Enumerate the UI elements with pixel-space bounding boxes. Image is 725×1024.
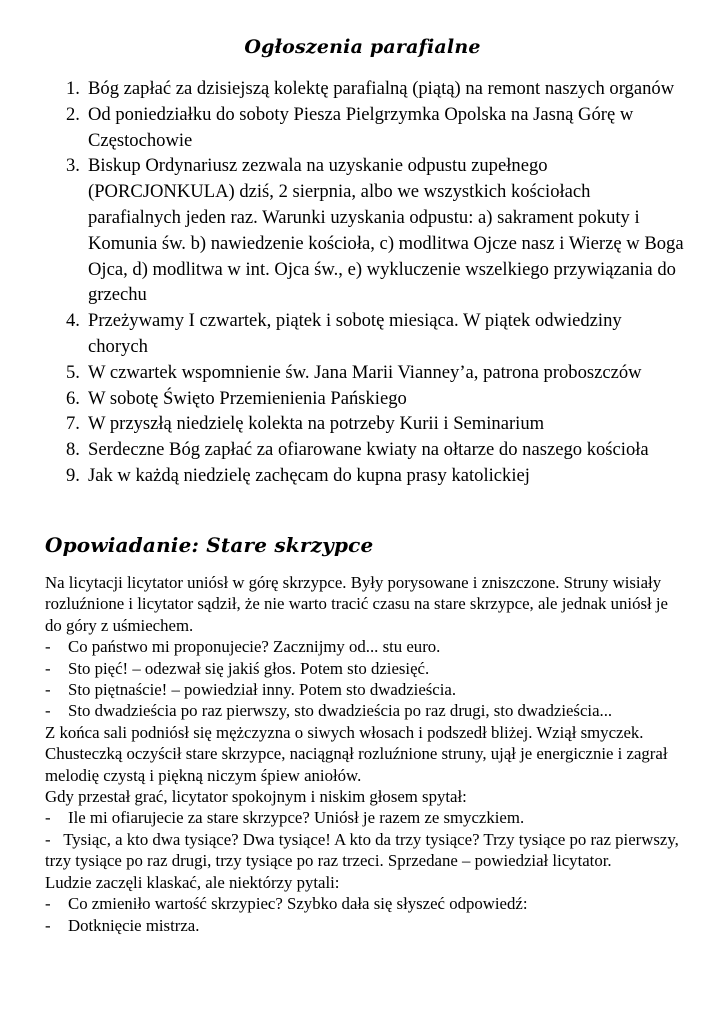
item-number: 9. [66,464,80,486]
dash-marker: - [45,915,51,935]
item-text: W sobotę Święto Przemienienia Pańskiego [88,387,407,409]
dialog-line [45,636,685,657]
item-text: W czwartek wspomnienie św. Jana Marii Vianney’a, patrona proboszczów [88,361,642,383]
dialog-text: Sto pięć! – odezwał się jakiś głos. Potem sto dziesięć. [68,658,430,678]
item-number: 6. [66,387,80,409]
item-text: Jak w każdą niedzielę zachęcam do kupna prasy katolickiej [88,464,530,486]
dialog-text: Tysiąc, a kto dwa tysiące? Dwa tysiące! A kto da trzy tysiące? Trzy tysiące po raz pierwszy, trzy tysiące po raz drugi, trzy tysiące po raz trzeci. Sprzedane – powiedział licytator. [45,829,679,871]
dialog-text: Co państwo mi proponujecie? Zacznijmy od... stu euro. [68,637,441,657]
item-text: Bóg zapłać za dzisiejszą kolektę parafialną (piątą) na remont naszych organów [88,78,675,99]
item-number: 8. [66,439,80,461]
item-text: Biskup Ordynariusz zezwala na uzyskanie odpustu zupełnego (PORCJONKULA) dziś, 2 sierpnia, albo we wszystkich kościołach parafialnych jeden raz. Warunki uzyskania odpustu: a) sakrament pokuty i Komunia św. b) nawiedzenie kościoła, c) modlitwa Ojcze nasz i Wierzę w Boga Ojca, d) modlitwa w int. Ojca św., e) wykluczenie wszelkiego przywiązania do grzechu [88,155,684,306]
announcements-list [56,76,686,489]
dash-marker: - [45,829,51,849]
story-paragraph: Na licytacji licytator uniósł w górę skrzypce. Były porysowane i zniszczone. Struny wisiały rozluźnione i licytator sądził, że nie warto tracić czasu na stare skrzypce, ale jednak uniósł je do góry z uśmiechem. [45,573,668,635]
dash-marker: - [45,637,51,657]
dialog-line [45,679,685,700]
announcements-title: Ogłoszenia parafialne [244,36,481,58]
item-number: 4. [66,310,80,332]
dash-marker: - [45,680,51,700]
list-item [56,76,686,102]
item-number: 1. [66,78,80,99]
dialog-line [45,807,685,828]
list-item [56,308,686,360]
dialog-line [45,893,685,914]
item-text: Serdeczne Bóg zapłać za ofiarowane kwiaty na ołtarze do naszego kościoła [88,439,649,461]
dialog-line [45,915,685,936]
story-title: Opowiadanie: Stare skrzypce [45,533,374,557]
list-item [56,386,686,412]
dialog-line [45,829,685,872]
dialog-text: Co zmieniło wartość skrzypiec? Szybko dała się słyszeć odpowiedź: [68,894,528,914]
list-item [56,411,686,437]
dialog-text: Sto piętnaście! – powiedział inny. Potem sto dwadzieścia. [68,680,457,700]
story-paragraph: Ludzie zaczęli klaskać, ale niektórzy pytali: [45,872,340,892]
story-paragraph: Z końca sali podniósł się mężczyzna o siwych włosach i podszedł bliżej. Wziął smyczek. Chusteczką oczyścił stare skrzypce, naciągnął rozluźnione struny, ujął je energicznie i zagrał melodię czystą i piękną niczym śpiew aniołów. [45,722,668,785]
item-number: 5. [66,361,80,383]
dialog-text: Sto dwadzieścia po raz pierwszy, sto dwadzieścia po raz drugi, sto dwadzieścia... [68,701,613,721]
item-text: W przyszłą niedzielę kolekta na potrzeby Kurii i Seminarium [88,413,545,435]
list-item [56,102,686,154]
dialog-line [45,658,685,679]
item-number: 3. [66,155,80,177]
list-item [56,437,686,463]
list-item [56,153,686,308]
item-text: Przeżywamy I czwartek, piątek i sobotę miesiąca. W piątek odwiedziny chorych [88,310,622,357]
dash-marker: - [45,658,51,678]
story-paragraph: Gdy przestał grać, licytator spokojnym i niskim głosem spytał: [45,787,467,807]
dash-marker: - [45,894,51,914]
list-item [56,463,686,489]
item-number: 2. [66,103,80,125]
item-number: 7. [66,413,80,435]
dialog-text: Ile mi ofiarujecie za stare skrzypce? Uniósł je razem ze smyczkiem. [68,808,525,828]
dialog-line [45,700,685,721]
dash-marker: - [45,808,51,828]
list-item [56,360,686,386]
story-body [45,572,685,936]
dash-marker: - [45,701,51,721]
dialog-text: Dotknięcie mistrza. [68,915,200,935]
item-text: Od poniedziałku do soboty Piesza Pielgrzymka Opolska na Jasną Górę w Częstochowie [88,103,634,151]
